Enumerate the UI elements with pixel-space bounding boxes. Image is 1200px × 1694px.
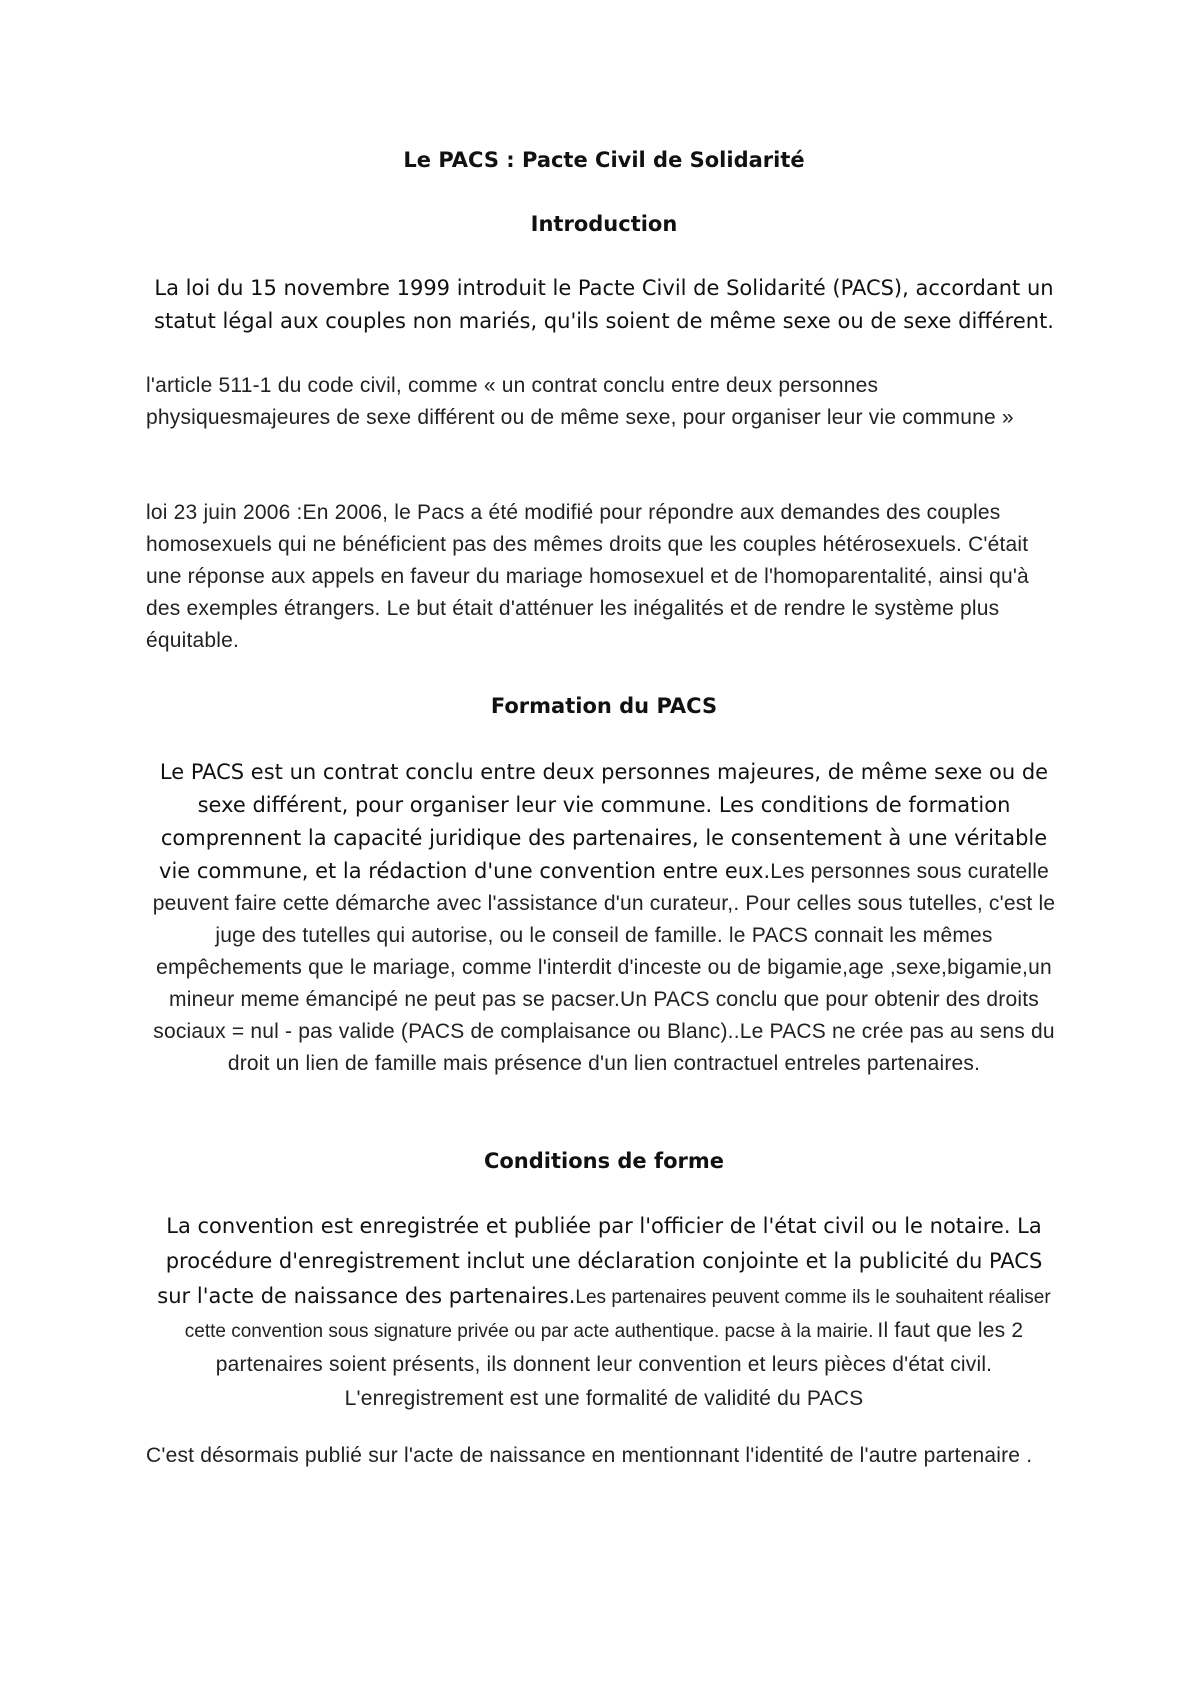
conditions-lead-text: La convention est enregistrée et publiée par l'officier de l'état civil ou le notaire. La procédure d'enregistrement inclut une déclaration conjointe et la publicité du PACS sur l'acte de naissance des partenaires. bbox=[157, 1214, 1043, 1308]
loi-2006-paragraph: loi 23 juin 2006 :En 2006, le Pacs a été modifié pour répondre aux demandes des couples homosexuels qui ne bénéficient pas des mêmes droits que les couples hétérosexuels. C'était une réponse aux appels en faveur du mariage homosexuel et de l'homoparentalité, ainsi qu'à des exemples étrangers. Le but était d'atténuer les inégalités et de rendre le système plus équitable. bbox=[146, 501, 1029, 652]
section-heading-conditions: Conditions de forme bbox=[483, 1149, 725, 1173]
section-heading-formation: Formation du PACS bbox=[490, 694, 718, 718]
conditions-small-text: Les partenaires peuvent comme ils le souhaitent réaliser cette convention sous signature privée ou par acte authentique. pacse à la mairie. bbox=[184, 1287, 1051, 1342]
formation-body-text: Les personnes sous curatelle peuvent faire cette démarche avec l'assistance d'un curateur,. Pour celles sous tutelles, c'est le juge des tutelles qui autorise, ou le conseil de famille. le PACS connait les mêmes empêchements que le mariage, comme l'interdit d'inceste ou de bigamie,age ,sexe,bigamie,un mineur meme émancipé ne peut pas se pacser.Un PACS conclu que pour obtenir des droits sociaux = nul - pas valide (PACS de complaisance ou Blanc)..Le PACS ne crée pas au sens du droit un lien de famille mais présence d'un lien contractuel entreles partenaires. bbox=[152, 860, 1056, 1075]
article-paragraph: l'article 511-1 du code civil, comme « un contrat conclu entre deux personnes physiquesmajeures de sexe différent ou de même sexe, pour organiser leur vie commune » bbox=[146, 374, 1014, 429]
document-title: Le PACS : Pacte Civil de Solidarité bbox=[403, 148, 805, 172]
conditions-body-text: Il faut que les 2 partenaires soient présents, ils donnent leur convention et leurs pièces d'état civil. L'enregistrement est une formalité de validité du PACS bbox=[215, 1319, 1024, 1410]
formation-lead-text: Le PACS est un contrat conclu entre deux personnes majeures, de même sexe ou de sexe différent, pour organiser leur vie commune. Les conditions de formation comprennent la capacité juridique des partenaires, le consentement à une véritable vie commune, et la rédaction d'une convention entre eux. bbox=[159, 760, 1049, 883]
formation-paragraph bbox=[146, 756, 1062, 1080]
introduction-lead-paragraph: La loi du 15 novembre 1999 introduit le Pacte Civil de Solidarité (PACS), accordant un statut légal aux couples non mariés, qu'ils soient de même sexe ou de sexe différent. bbox=[154, 276, 1054, 333]
publication-paragraph: C'est désormais publié sur l'acte de naissance en mentionnant l'identité de l'autre partenaire . bbox=[146, 1444, 1033, 1467]
section-heading-introduction: Introduction bbox=[530, 212, 678, 236]
conditions-paragraph bbox=[146, 1210, 1062, 1417]
